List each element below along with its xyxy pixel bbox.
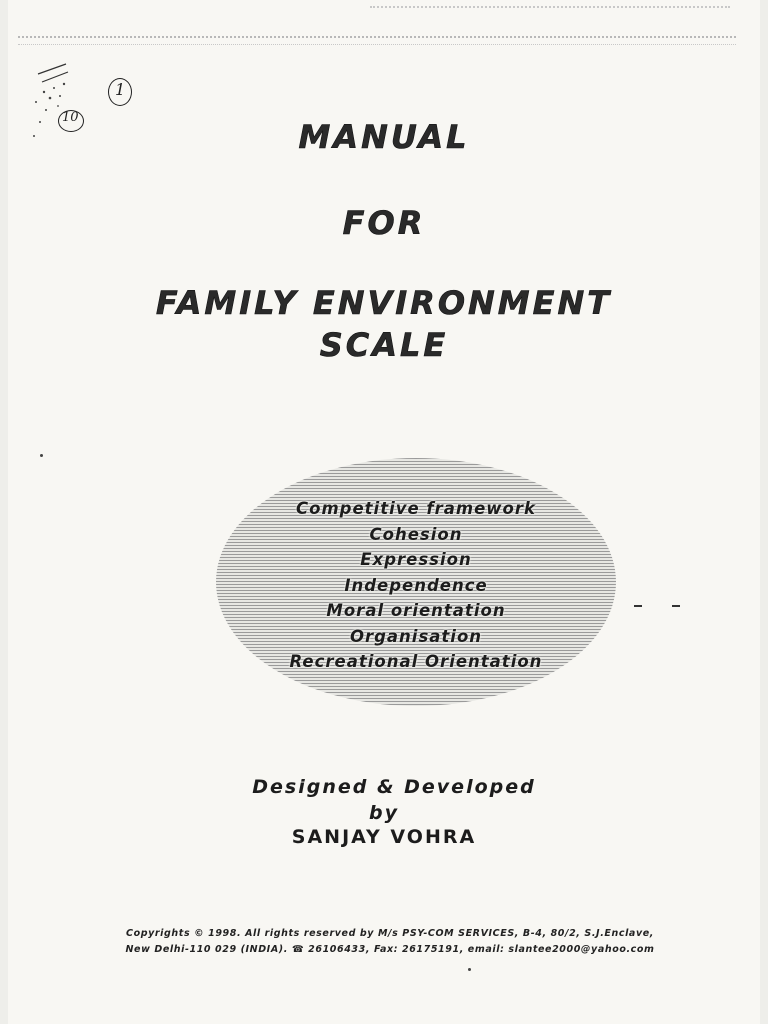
title-family-environment: FAMILY ENVIRONMENT (155, 284, 613, 322)
dimension-item: Organisation (349, 626, 483, 646)
dimension-item: Moral orientation (326, 601, 506, 620)
dimension-item: Cohesion (369, 524, 463, 544)
copyright-line-2: New Delhi-110 029 (INDIA). ☎ 26106433, Fax: 26175191, email: slantee2000@yahoo.com (125, 944, 655, 955)
title-scale: SCALE (319, 326, 449, 364)
title-for: FOR (342, 204, 426, 242)
stray-dash (672, 605, 680, 607)
dimension-item: Recreational Orientation (289, 652, 543, 671)
dimension-item: Expression (360, 550, 472, 569)
dimension-item: Independence (344, 575, 488, 595)
designed-developed: Designed & Developed (252, 776, 536, 798)
dimensions-list (216, 496, 616, 675)
scan-dotted-line-top (370, 6, 730, 10)
copyright-line-1: Copyrights © 1998. All rights reserved by M/s PSY-COM SERVICES, B-4, 80/2, S.J.Enclave, (126, 928, 654, 939)
title-manual: MANUAL (298, 118, 470, 156)
stray-dash (634, 605, 642, 607)
scan-dotted-line (18, 36, 736, 45)
handwritten-page-number: 1 (115, 80, 126, 99)
handwritten-note: 10 (62, 110, 79, 125)
author-name: SANJAY VOHRA (291, 826, 477, 848)
credits-by: by (369, 802, 399, 824)
scan-speck (468, 968, 471, 971)
scan-speck (40, 454, 43, 457)
dimension-item: Competitive framework (296, 499, 536, 518)
